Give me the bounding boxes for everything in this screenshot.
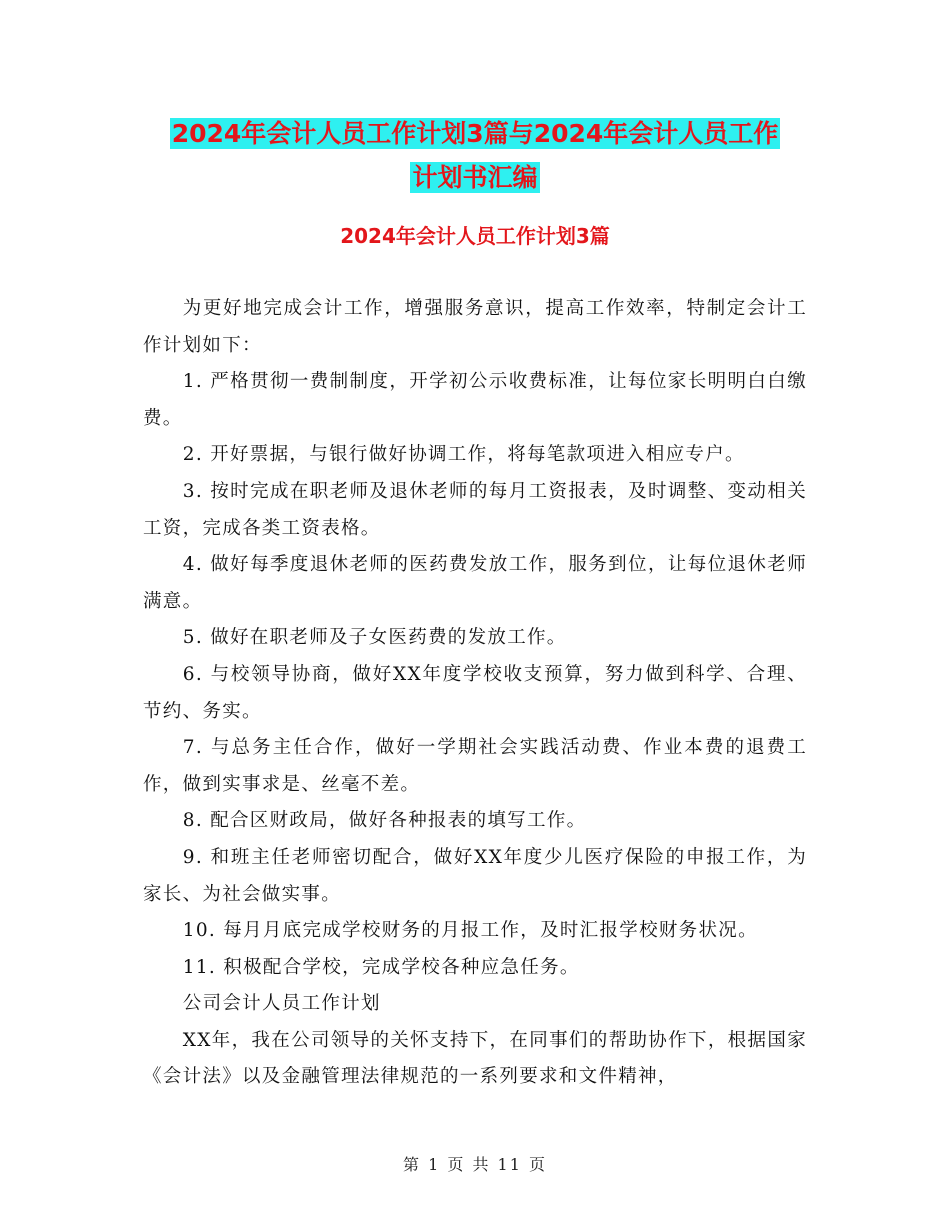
title-line-1: 2024年会计人员工作计划3篇与2024年会计人员工作	[171, 119, 779, 148]
list-item-1: 1. 严格贯彻一费制制度，开学初公示收费标准，让每位家长明明白白缴费。	[143, 371, 807, 429]
list-item-5: 5. 做好在职老师及子女医药费的发放工作。	[182, 627, 567, 649]
list-item-6: 6. 与校领导协商，做好XX年度学校收支预算，努力做到科学、合理、节约、务实。	[143, 663, 807, 722]
section-label: 公司会计人员工作计划	[182, 993, 381, 1015]
list-item-8: 8. 配合区财政局，做好各种报表的填写工作。	[182, 810, 587, 832]
section-heading: 2024年会计人员工作计划3篇	[340, 224, 610, 248]
list-item-4: 4. 做好每季度退休老师的医药费发放工作，服务到位，让每位退休老师满意。	[143, 554, 807, 612]
paragraph-company: XX年，我在公司领导的关怀支持下，在同事们的帮助协作下，根据国家《会计法》以及金融管理法律规范的一系列要求和文件精神，	[143, 1029, 807, 1088]
list-item-7: 7. 与总务主任合作，做好一学期社会实践活动费、作业本费的退费工作，做到实事求是、丝毫不差。	[143, 737, 807, 795]
list-item-11: 11. 积极配合学校，完成学校各种应急任务。	[182, 956, 580, 978]
list-item-10: 10. 每月月底完成学校财务的月报工作，及时汇报学校财务状况。	[182, 920, 758, 942]
list-item-3: 3. 按时完成在职老师及退休老师的每月工资报表，及时调整、变动相关工资，完成各类工资表格。	[143, 480, 807, 539]
page-footer: 第 1 页 共 11 页	[403, 1155, 547, 1174]
list-item-2: 2. 开好票据，与银行做好协调工作，将每笔款项进入相应专户。	[182, 444, 745, 466]
title-line-2: 计划书汇编	[412, 163, 538, 192]
paragraph-intro: 为更好地完成会计工作，增强服务意识，提高工作效率，特制定会计工作计划如下：	[143, 298, 807, 356]
document-title	[0, 112, 950, 200]
body-text	[143, 291, 807, 1096]
list-item-9: 9. 和班主任老师密切配合，做好XX年度少儿医疗保险的申报工作，为家长、为社会做实事。	[143, 846, 807, 905]
